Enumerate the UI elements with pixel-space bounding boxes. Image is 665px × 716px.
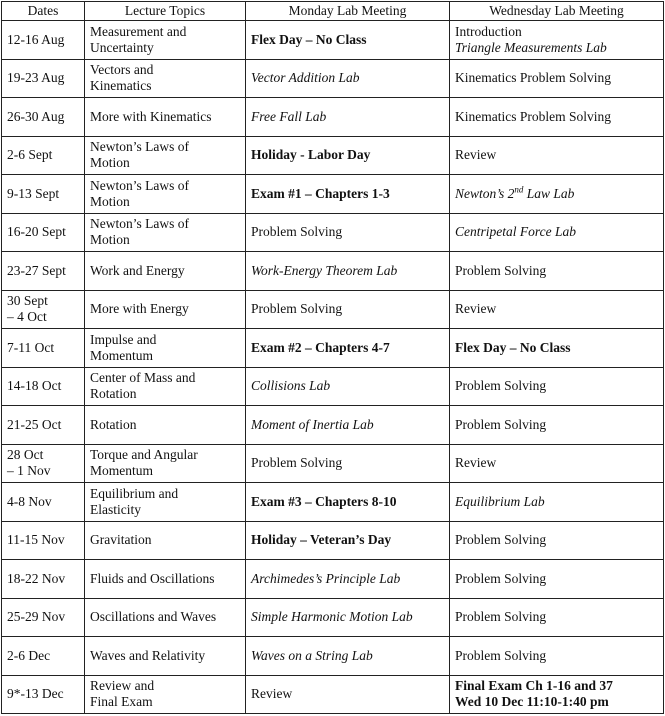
dates-cell-line: 2-6 Dec (7, 647, 51, 663)
dates-cell-line: 16-20 Sept (7, 224, 66, 240)
dates-cell-line: 28 Oct (7, 447, 44, 463)
dates-cell (2, 675, 85, 714)
wednesday-lab-cell (450, 329, 664, 368)
table-row (2, 252, 664, 291)
wednesday-lab-cell-entry-text: Triangle Measurements Lab (455, 39, 607, 55)
monday-lab-cell (246, 406, 450, 445)
lecture-topic-cell (85, 59, 246, 98)
monday-lab-cell-entry-text: Exam #2 – Chapters 4-7 (251, 339, 390, 355)
dates-cell-line: 14-18 Oct (7, 378, 62, 394)
header-monday-lab-meeting: Monday Lab Meeting (246, 2, 450, 21)
wednesday-lab-cell-entry-text: Problem Solving (455, 532, 547, 548)
table-row (2, 521, 664, 560)
wednesday-lab-cell-entry (455, 609, 663, 625)
wednesday-lab-cell (450, 406, 664, 445)
lecture-topic-cell-line: Impulse and (90, 331, 157, 347)
wednesday-lab-cell-entry (455, 263, 663, 279)
dates-cell-line: 4-8 Nov (7, 493, 52, 509)
table-row (2, 98, 664, 137)
monday-lab-cell-entry (251, 532, 449, 548)
monday-lab-cell-entry (251, 70, 449, 86)
wednesday-lab-cell-entry (455, 694, 663, 710)
header-row (2, 2, 664, 21)
lecture-topic-cell (85, 675, 246, 714)
monday-lab-cell-entry (251, 340, 449, 356)
dates-cell-line: – 4 Oct (7, 309, 47, 325)
lecture-topic-cell-line: Newton’s Laws of (90, 139, 189, 155)
lecture-topic-cell-line: Rotation (90, 386, 137, 402)
dates-cell (2, 483, 85, 522)
wednesday-lab-cell-entry (455, 571, 663, 587)
lecture-topic-cell-line: Elasticity (90, 501, 141, 517)
monday-lab-cell (246, 560, 450, 599)
monday-lab-cell-entry-text: Holiday - Labor Day (251, 147, 371, 163)
dates-cell-line: 19-23 Aug (7, 70, 65, 86)
wednesday-lab-cell (450, 59, 664, 98)
monday-lab-cell-entry-text: Exam #1 – Chapters 1-3 (251, 185, 390, 201)
wednesday-lab-cell (450, 560, 664, 599)
lecture-topic-cell-line: Motion (90, 155, 130, 171)
wednesday-lab-cell-entry-text: Problem Solving (455, 416, 547, 432)
wednesday-lab-cell-entry (455, 224, 663, 240)
monday-lab-cell-entry (251, 648, 449, 664)
wednesday-lab-cell-entry-text: Kinematics Problem Solving (455, 108, 611, 124)
monday-lab-cell-entry-text: Moment of Inertia Lab (251, 416, 374, 432)
dates-cell (2, 521, 85, 560)
lecture-topic-cell-line: Measurement and (90, 23, 187, 39)
dates-cell-line: 25-29 Nov (7, 609, 66, 625)
table-row (2, 637, 664, 676)
monday-lab-cell-entry-text: Simple Harmonic Motion Lab (251, 609, 413, 625)
wednesday-lab-cell (450, 598, 664, 637)
monday-lab-cell (246, 521, 450, 560)
wednesday-lab-cell-entry (455, 378, 663, 394)
dates-cell (2, 367, 85, 406)
monday-lab-cell (246, 329, 450, 368)
wednesday-lab-cell-entry-text: Centripetal Force Lab (455, 224, 576, 240)
dates-cell-line: 7-11 Oct (7, 339, 55, 355)
table-row (2, 175, 664, 214)
lecture-topic-cell-line: Waves and Relativity (90, 647, 206, 663)
wednesday-lab-cell (450, 136, 664, 175)
monday-lab-cell-entry (251, 186, 449, 202)
dates-cell (2, 444, 85, 483)
monday-lab-cell-entry-text: Waves on a String Lab (251, 647, 373, 663)
monday-lab-cell (246, 598, 450, 637)
lecture-topic-cell (85, 367, 246, 406)
monday-lab-cell-entry-text: Exam #3 – Chapters 8-10 (251, 493, 397, 509)
dates-cell-line: 9*-13 Dec (7, 686, 64, 702)
lecture-topic-cell (85, 290, 246, 329)
lecture-topic-cell-line: Oscillations and Waves (90, 609, 217, 625)
table-row (2, 483, 664, 522)
monday-lab-cell-entry (251, 378, 449, 394)
wednesday-lab-cell-entry (455, 301, 663, 317)
wednesday-lab-cell (450, 483, 664, 522)
dates-cell-line: 18-22 Nov (7, 570, 66, 586)
monday-lab-cell (246, 444, 450, 483)
monday-lab-cell (246, 175, 450, 214)
wednesday-lab-cell-entry-text: Equilibrium Lab (455, 493, 545, 509)
lecture-topic-cell-line: Gravitation (90, 532, 152, 548)
dates-cell (2, 98, 85, 137)
lecture-topic-cell-line: Momentum (90, 347, 153, 363)
lecture-topic-cell-line: Uncertainty (90, 39, 154, 55)
wednesday-lab-cell-entry-text: Problem Solving (455, 647, 547, 663)
monday-lab-cell-entry-text: Problem Solving (251, 301, 343, 317)
dates-cell-line: 30 Sept (7, 293, 48, 309)
wednesday-lab-cell-entry-text: Introduction (455, 23, 522, 39)
monday-lab-cell (246, 483, 450, 522)
wednesday-lab-cell-entry-text: Review (455, 455, 497, 471)
monday-lab-cell (246, 367, 450, 406)
wednesday-lab-cell (450, 675, 664, 714)
wednesday-lab-cell-entry (455, 186, 663, 202)
lecture-topic-cell (85, 98, 246, 137)
monday-lab-cell-entry (251, 455, 449, 471)
wednesday-lab-cell (450, 175, 664, 214)
monday-lab-cell-entry-text: Problem Solving (251, 224, 343, 240)
monday-lab-cell (246, 252, 450, 291)
header-dates: Dates (2, 2, 85, 21)
lecture-topic-cell (85, 252, 246, 291)
lecture-topic-cell (85, 21, 246, 60)
dates-cell-line: 11-15 Nov (7, 532, 65, 548)
dates-cell-line: – 1 Nov (7, 463, 51, 479)
lecture-topic-cell (85, 521, 246, 560)
monday-lab-cell-entry (251, 494, 449, 510)
dates-cell (2, 406, 85, 445)
lecture-topic-cell-line: Momentum (90, 463, 153, 479)
monday-lab-cell-entry (251, 609, 449, 625)
lecture-topic-cell-line: Newton’s Laws of (90, 216, 189, 232)
wednesday-lab-cell (450, 252, 664, 291)
monday-lab-cell-entry-text: Review (251, 686, 293, 702)
monday-lab-cell-entry (251, 571, 449, 587)
table-row (2, 290, 664, 329)
wednesday-lab-cell-entry-text: Review (455, 147, 497, 163)
table-row (2, 329, 664, 368)
wednesday-lab-cell-entry (455, 40, 663, 56)
wednesday-lab-cell (450, 213, 664, 252)
monday-lab-cell (246, 637, 450, 676)
monday-lab-cell (246, 675, 450, 714)
monday-lab-cell-entry-text: Holiday – Veteran’s Day (251, 532, 392, 548)
lecture-topic-cell-line: Newton’s Laws of (90, 177, 189, 193)
table-row (2, 406, 664, 445)
lecture-topic-cell-line: Kinematics (90, 78, 152, 94)
dates-cell (2, 213, 85, 252)
wednesday-lab-cell-entry-text: Wed 10 Dec 11:10-1:40 pm (455, 694, 609, 710)
monday-lab-cell (246, 59, 450, 98)
lecture-topic-cell (85, 175, 246, 214)
wednesday-lab-cell-entry (455, 648, 663, 664)
lecture-topic-cell (85, 444, 246, 483)
lecture-topic-cell-line: Center of Mass and (90, 370, 196, 386)
lecture-topic-cell (85, 136, 246, 175)
lecture-topic-cell-line: Rotation (90, 416, 137, 432)
dates-cell-line: 12-16 Aug (7, 31, 65, 47)
wednesday-lab-cell-entry-text: Kinematics Problem Solving (455, 70, 611, 86)
monday-lab-cell-entry-text: Collisions Lab (251, 378, 331, 394)
lecture-topic-cell-line: Equilibrium and (90, 485, 179, 501)
wednesday-lab-cell-entry (455, 340, 663, 356)
wednesday-lab-cell-entry-text: Problem Solving (455, 609, 547, 625)
dates-cell-line: 21-25 Oct (7, 416, 62, 432)
monday-lab-cell (246, 136, 450, 175)
lecture-topic-cell-line: Final Exam (90, 694, 153, 710)
monday-lab-cell-entry-text: Archimedes’s Principle Lab (251, 570, 401, 586)
table-row (2, 675, 664, 714)
dates-cell (2, 59, 85, 98)
wednesday-lab-cell-entry-text-after: Law Lab (523, 185, 575, 201)
monday-lab-cell-entry (251, 417, 449, 433)
table-row (2, 136, 664, 175)
wednesday-lab-cell-entry (455, 455, 663, 471)
monday-lab-cell-entry-text: Flex Day – No Class (251, 31, 367, 47)
lecture-topic-cell-line: More with Energy (90, 301, 189, 317)
wednesday-lab-cell-entry (455, 24, 663, 40)
wednesday-lab-cell (450, 98, 664, 137)
dates-cell (2, 290, 85, 329)
dates-cell (2, 637, 85, 676)
header-wednesday-lab-meeting: Wednesday Lab Meeting (450, 2, 664, 21)
lecture-topic-cell (85, 598, 246, 637)
dates-cell (2, 175, 85, 214)
wednesday-lab-cell-entry-text: Problem Solving (455, 570, 547, 586)
monday-lab-cell-entry-text: Work-Energy Theorem Lab (251, 262, 398, 278)
dates-cell-line: 2-6 Sept (7, 147, 53, 163)
lecture-topic-cell (85, 406, 246, 445)
monday-lab-cell-entry (251, 301, 449, 317)
table-row (2, 21, 664, 60)
lecture-topic-cell-line: More with Kinematics (90, 108, 212, 124)
monday-lab-cell (246, 213, 450, 252)
wednesday-lab-cell-entry-text: Newton’s 2 (455, 185, 515, 201)
wednesday-lab-cell-entry (455, 147, 663, 163)
monday-lab-cell-entry (251, 32, 449, 48)
dates-cell (2, 329, 85, 368)
wednesday-lab-cell (450, 521, 664, 560)
monday-lab-cell-entry-text: Problem Solving (251, 455, 343, 471)
lecture-topic-cell-line: Fluids and Oscillations (90, 570, 215, 586)
monday-lab-cell-entry-text: Free Fall Lab (251, 108, 327, 124)
table-row (2, 213, 664, 252)
monday-lab-cell-entry-text: Vector Addition Lab (251, 70, 360, 86)
dates-cell (2, 252, 85, 291)
table-row (2, 367, 664, 406)
wednesday-lab-cell-entry (455, 70, 663, 86)
dates-cell-line: 26-30 Aug (7, 108, 65, 124)
dates-cell (2, 560, 85, 599)
dates-cell-line: 9-13 Sept (7, 185, 60, 201)
lecture-topic-cell (85, 213, 246, 252)
wednesday-lab-cell (450, 290, 664, 329)
lecture-topic-cell (85, 637, 246, 676)
lecture-topic-cell-line: Work and Energy (90, 262, 185, 278)
wednesday-lab-cell (450, 367, 664, 406)
header-lecture-topics: Lecture Topics (85, 2, 246, 21)
lecture-topic-cell-line: Motion (90, 193, 130, 209)
monday-lab-cell (246, 21, 450, 60)
monday-lab-cell-entry (251, 686, 449, 702)
monday-lab-cell-entry (251, 263, 449, 279)
wednesday-lab-cell-entry-superscript: nd (514, 184, 524, 195)
monday-lab-cell-entry (251, 224, 449, 240)
monday-lab-cell (246, 98, 450, 137)
lecture-topic-cell (85, 483, 246, 522)
dates-cell-line: 23-27 Sept (7, 262, 66, 278)
wednesday-lab-cell-entry-text: Problem Solving (455, 378, 547, 394)
lecture-topic-cell-line: Torque and Angular (90, 447, 198, 463)
lecture-topic-cell (85, 560, 246, 599)
table-row (2, 598, 664, 637)
wednesday-lab-cell (450, 444, 664, 483)
wednesday-lab-cell-entry-text: Review (455, 301, 497, 317)
dates-cell (2, 598, 85, 637)
wednesday-lab-cell-entry (455, 494, 663, 510)
schedule-table (1, 1, 664, 714)
table-row (2, 560, 664, 599)
wednesday-lab-cell (450, 21, 664, 60)
wednesday-lab-cell-entry-text: Problem Solving (455, 262, 547, 278)
dates-cell (2, 21, 85, 60)
lecture-topic-cell (85, 329, 246, 368)
table-row (2, 59, 664, 98)
lecture-topic-cell-line: Review and (90, 678, 155, 694)
wednesday-lab-cell-entry-text: Final Exam Ch 1-16 and 37 (455, 678, 613, 694)
lecture-topic-cell-line: Vectors and (90, 62, 154, 78)
lecture-topic-cell-line: Motion (90, 232, 130, 248)
wednesday-lab-cell (450, 637, 664, 676)
monday-lab-cell-entry (251, 109, 449, 125)
monday-lab-cell-entry (251, 147, 449, 163)
wednesday-lab-cell-entry (455, 678, 663, 694)
wednesday-lab-cell-entry-text: Flex Day – No Class (455, 339, 571, 355)
schedule-body (2, 21, 664, 714)
wednesday-lab-cell-entry (455, 109, 663, 125)
wednesday-lab-cell-entry (455, 532, 663, 548)
wednesday-lab-cell-entry (455, 417, 663, 433)
table-row (2, 444, 664, 483)
dates-cell (2, 136, 85, 175)
monday-lab-cell (246, 290, 450, 329)
